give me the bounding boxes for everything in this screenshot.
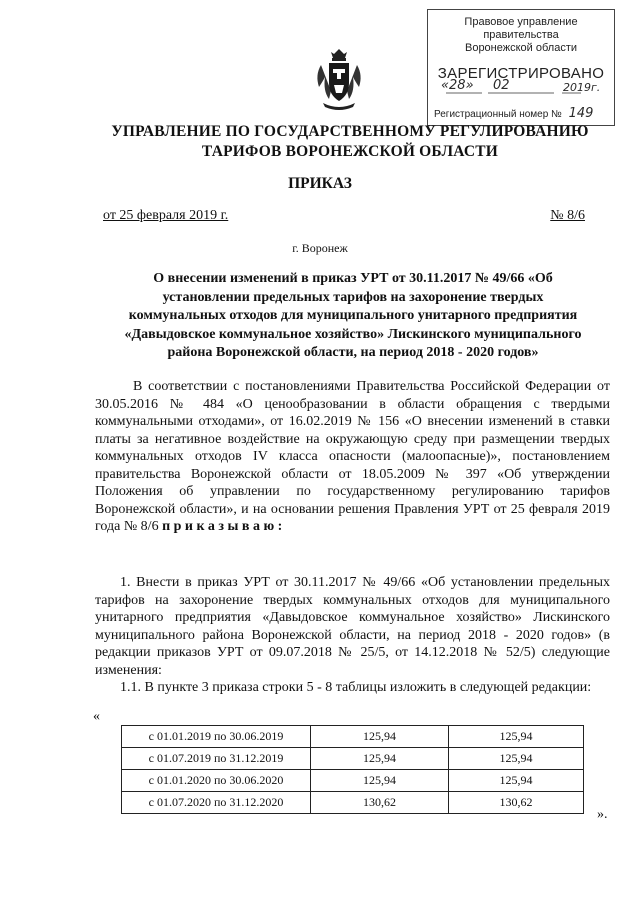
city: г. Воронеж xyxy=(292,241,348,255)
stamp-date-line xyxy=(436,78,608,95)
closing-quote: ». xyxy=(597,807,608,822)
table-cell-value: 125,94 xyxy=(311,726,449,748)
stamp-date-day: «28» xyxy=(441,78,474,93)
opening-quote: « xyxy=(93,709,100,724)
stamp-date-month: 02 xyxy=(493,78,510,93)
table-cell-value: 125,94 xyxy=(449,770,584,792)
stamp-reg-number-line xyxy=(434,106,610,121)
stamp-reg-number-label: Регистрационный номер № xyxy=(434,109,562,120)
table-cell-period: с 01.07.2019 по 31.12.2019 xyxy=(122,748,311,770)
item-1-1-paragraph: 1.1. В пункте 3 приказа строки 5 - 8 таблицы изложить в следующей редакции: xyxy=(120,680,592,695)
order-date: от 25 февраля 2019 г. xyxy=(103,208,229,223)
stamp-date-year: 2019г. xyxy=(563,81,601,94)
preamble-text: В соответствии с постановлениями Правительства Российской Федерации от 30.05.2016 № 484 «О ценообразовании в области обращения с твердыми коммунальными отходами», от 16.02.2019 № 156 «О внесении изменений в ставки платы за негативное воздействие на окружающую среду при размещении твердых коммунальных отходов IV класса опасности (малоопасные)», постановлением правительства Воронежской области от 18.05.2009 № 397 «Об утверждении Положения об управлении по государственному регулированию тарифов Воронежской области», и на основании решения Правления УРТ от 25 февраля 2019 года № 8/6 xyxy=(95,379,610,534)
table-cell-value: 125,94 xyxy=(311,748,449,770)
stamp-reg-number: 149 xyxy=(568,106,594,121)
preamble-paragraph xyxy=(95,378,610,536)
stamp-date-underlines xyxy=(436,81,608,95)
stamp-registered-label: ЗАРЕГИСТРИРОВАНО xyxy=(437,65,605,82)
prikazyvayu-word: приказываю: xyxy=(162,519,286,534)
table-cell-value: 130,62 xyxy=(311,792,449,814)
table-row xyxy=(122,748,584,770)
table-cell-period: с 01.01.2020 по 30.06.2020 xyxy=(122,770,311,792)
tariff-table xyxy=(121,725,584,814)
table-cell-value: 125,94 xyxy=(449,748,584,770)
table-cell-value: 125,94 xyxy=(449,726,584,748)
coat-of-arms-icon xyxy=(313,47,365,113)
order-number: № 8/6 xyxy=(550,208,585,223)
table-row xyxy=(122,770,584,792)
stamp-org-line-1: Правовое управление правительства xyxy=(464,16,578,41)
document-type: ПРИКАЗ xyxy=(288,175,352,192)
table-row xyxy=(122,792,584,814)
stamp-org-line-2: Воронежской области xyxy=(464,42,577,54)
stamp-organization xyxy=(428,16,614,55)
department-name xyxy=(80,122,620,162)
department-line-2: ТАРИФОВ ВОРОНЕЖСКОЙ ОБЛАСТИ xyxy=(201,143,499,160)
table-cell-period: с 01.01.2019 по 30.06.2019 xyxy=(122,726,311,748)
table-cell-value: 125,94 xyxy=(311,770,449,792)
department-line-1: УПРАВЛЕНИЕ ПО ГОСУДАРСТВЕННОМУ РЕГУЛИРОВАНИЮ xyxy=(111,123,589,140)
table-cell-period: с 01.07.2020 по 31.12.2020 xyxy=(122,792,311,814)
item-1-paragraph: 1. Внести в приказ УРТ от 30.11.2017 № 49/66 «Об установлении предельных тарифов на захоронение твердых коммунальных отходов для муниципального унитарного предприятия «Давыдовское коммунальное хозяйство» Лискинского муниципального района Воронежской области, на период 2018 - 2020 годов» (в редакции приказов УРТ от 09.07.2018 № 25/5, от 14.12.2018 № 52/5) следующие изменения: xyxy=(95,575,610,678)
table-row xyxy=(122,726,584,748)
registration-stamp xyxy=(427,9,615,126)
table-cell-value: 130,62 xyxy=(449,792,584,814)
order-heading: О внесении изменений в приказ УРТ от 30.11.2017 № 49/66 «Об установлении предельных тарифов на захоронение твердых коммунальных отходов для муниципального унитарного предприятия «Давыдовское коммунальное хозяйство» Лискинского муниципального района Воронежской области, на период 2018 - 2020 годов» xyxy=(124,271,582,360)
